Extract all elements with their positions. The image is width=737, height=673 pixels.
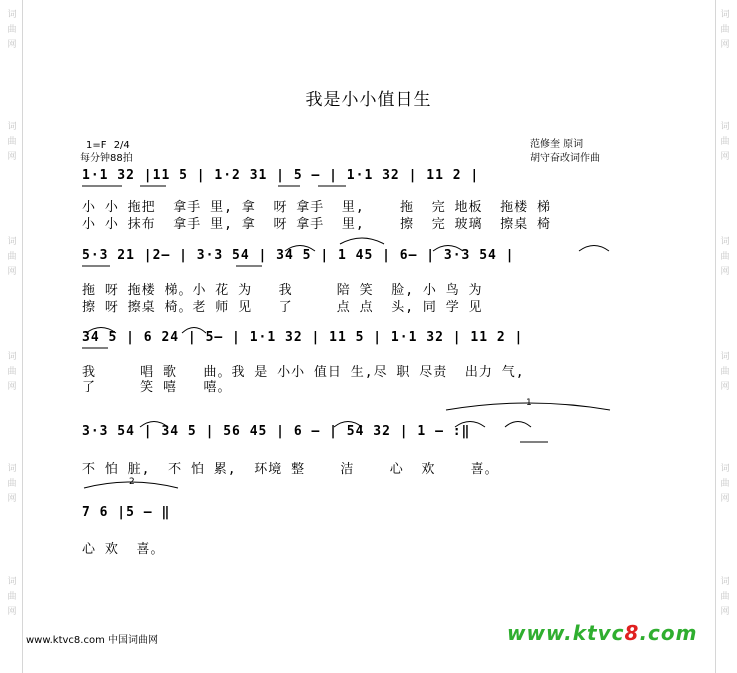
volta-number-1: 1 [526,398,532,408]
footer-logo: www.ktvc8.com [507,621,698,645]
lyric-row-4: 不 怕 脏, 不 怕 累, 环境 整 洁 心 欢 喜。 [82,462,499,477]
watermark-right: 词 曲 网 [720,237,730,277]
watermark-left: 词 曲 网 [7,237,17,277]
lyric-row-5: 心 欢 喜。 [82,542,165,557]
notation-row-5: 7 6 |5 — ‖ [82,505,171,520]
watermark-right: 词 曲 网 [720,122,730,162]
lyric-row-3b: 了 笑 嘻 嘻。 [82,380,232,395]
watermark-right: 词 曲 网 [720,577,730,617]
key-signature: 1=F [86,140,107,151]
watermark-left: 词 曲 网 [7,352,17,392]
watermark-right: 词 曲 网 [720,464,730,504]
watermark-left: 词 曲 网 [7,122,17,162]
tempo-marking: 每分钟88拍 [80,153,133,164]
watermark-left: 词 曲 网 [7,10,17,50]
volta-number-2: 2 [129,477,135,487]
lyric-row-1a: 小 小 拖把 拿手 里, 拿 呀 拿手 里, 拖 完 地板 拖楼 梯 [82,200,552,215]
notation-row-2: 5·3 21 |2— | 3·3 54 | 34 5 | 1 45 | 6— | 3·3 54 | [82,248,515,263]
song-title: 我是小小值日生 [305,90,432,110]
notation-row-4: 3·3 54 | 34 5 | 56 45 | 6 — | 54 32 | 1 — :‖ [82,424,471,439]
lyric-row-1b: 小 小 抹布 拿手 里, 拿 呀 拿手 里, 擦 完 玻璃 擦桌 椅 [82,217,552,232]
composer-credit: 胡守奋改词作曲 [530,153,600,164]
watermark-right: 词 曲 网 [720,352,730,392]
lyricist-credit: 范修奎 原词 [530,139,584,150]
watermark-left: 词 曲 网 [7,464,17,504]
watermark-left: 词 曲 网 [7,577,17,617]
lyric-row-2a: 拖 呀 拖楼 梯。小 花 为 我 陪 笑 脸, 小 鸟 为 [82,283,483,298]
lyric-row-2b: 擦 呀 擦桌 椅。老 师 见 了 点 点 头, 同 学 见 [82,300,483,315]
key-signature-line [86,140,130,152]
footer-site-text: www.ktvc8.com 中国词曲网 [26,635,159,646]
watermark-right: 词 曲 网 [720,10,730,50]
lyric-row-3a: 我 唱 歌 曲。我 是 小小 值日 生,尽 职 尽责 出力 气, [82,365,525,380]
time-signature: 2/4 [113,140,130,151]
notation-row-3: 34 5 | 6 24 | 5— | 1·1 32 | 11 5 | 1·1 32 | 11 2 | [82,330,524,345]
notation-row-1: 1·1 32 |11 5 | 1·2 31 | 5 — | 1·1 32 | 11 2 | [82,168,480,183]
